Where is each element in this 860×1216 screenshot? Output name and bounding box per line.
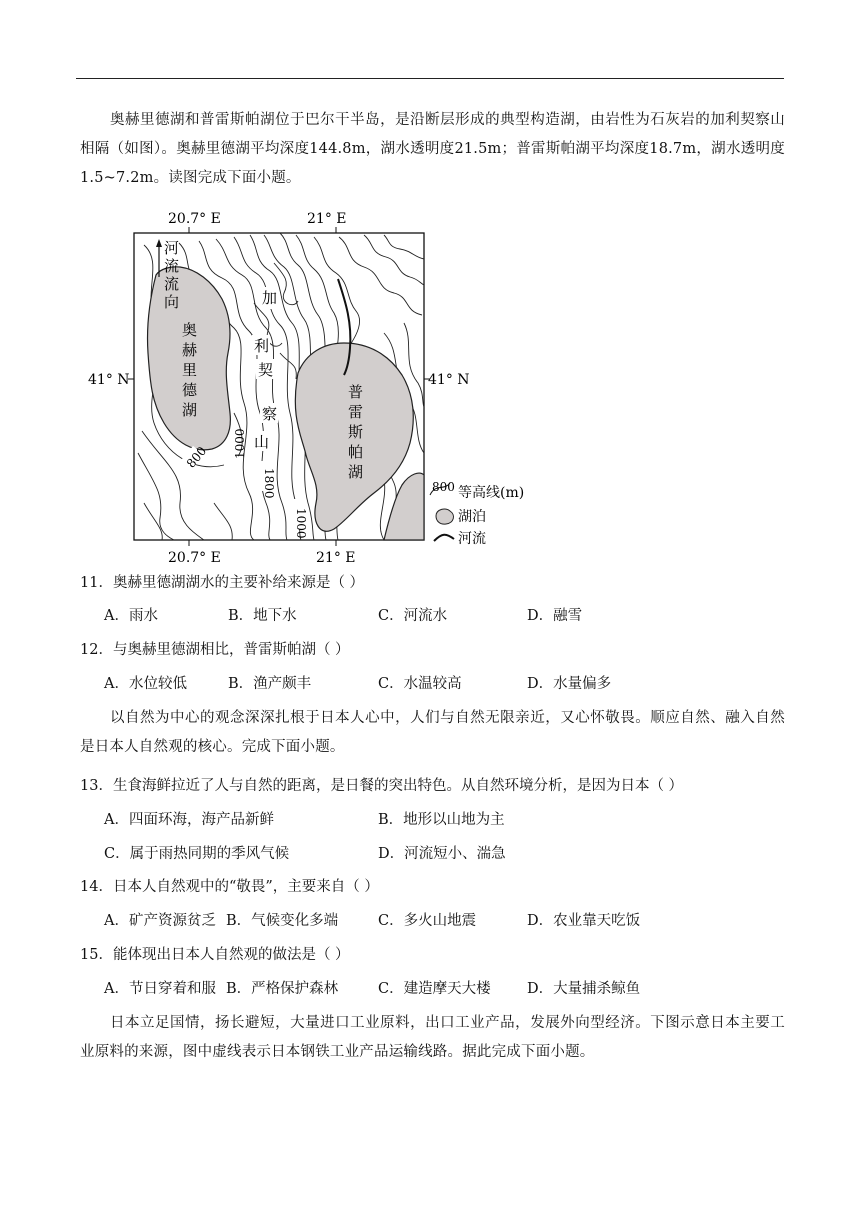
q11-option-c[interactable]: C．河流水 xyxy=(378,608,448,624)
intro-paragraph-japan-industry: 日本立足国情，扬长避短，大量进口工业原料，出口工业产品，发展外向型经济。下图示意日本主要工业原料的来源，图中虚线表示日本钢铁工业产品运输线路。据此完成下面小题。 xyxy=(80,1015,785,1060)
q12-option-b[interactable]: B．渔产颇丰 xyxy=(228,676,312,692)
legend-river-text: 河流 xyxy=(458,531,486,547)
q11-option-b[interactable]: B．地下水 xyxy=(228,608,297,624)
map-lon-top-right: 21° E xyxy=(307,211,347,227)
q12-option-c[interactable]: C．水温较高 xyxy=(378,676,462,692)
header-rule xyxy=(76,78,784,79)
q11-option-a[interactable]: A．雨水 xyxy=(104,608,158,624)
q13-option-c[interactable]: C．属于雨热同期的季风气候 xyxy=(104,846,290,862)
intro-paragraph-lakes: 奥赫里德湖和普雷斯帕湖位于巴尔干半岛，是沿断层形成的典型构造湖，由岩性为石灰岩的加利契察山相隔（如图）。奥赫里德湖平均深度144.8m，湖水透明度21.5m；普雷斯帕湖平均深度18.7m，湖水透明度1.5~7.2m。读图完成下面小题。 xyxy=(80,112,785,186)
legend-contour-value: 800 xyxy=(432,480,455,494)
q14-option-d[interactable]: D．农业靠天吃饭 xyxy=(527,913,641,929)
lake-map-figure xyxy=(84,203,524,568)
q14-option-c[interactable]: C．多火山地震 xyxy=(378,913,477,929)
q13-option-b[interactable]: B．地形以山地为主 xyxy=(378,812,505,828)
map-lake-prespa-label: 普雷斯帕湖 xyxy=(348,383,364,481)
q15-option-d[interactable]: D．大量捕杀鲸鱼 xyxy=(527,981,641,997)
map-legend xyxy=(430,480,524,547)
q12-option-a[interactable]: A．水位较低 xyxy=(104,676,187,692)
q11-option-d[interactable]: D．融雪 xyxy=(527,608,583,624)
q12-option-d[interactable]: D．水量偏多 xyxy=(527,676,612,692)
question-13-stem: 13．生食海鲜拉近了人与自然的距离，是日餐的突出特色。从自然环境分析，是因为日本（ ） xyxy=(80,778,684,794)
svg-text:利: 利 xyxy=(254,337,270,355)
contour-label-1000-left: 1000 xyxy=(233,428,247,459)
q14-option-a[interactable]: A．矿产资源贫乏 xyxy=(104,913,216,929)
legend-lake-swatch xyxy=(436,509,453,524)
question-12-stem: 12．与奥赫里德湖相比，普雷斯帕湖（ ） xyxy=(80,642,350,658)
legend-lake-text: 湖泊 xyxy=(458,509,486,525)
map-lon-bottom-left: 20.7° E xyxy=(168,550,221,566)
svg-text:加: 加 xyxy=(262,289,278,307)
map-lake-ohrid-label: 奥赫里德湖 xyxy=(182,321,198,419)
q15-option-c[interactable]: C．建造摩天大楼 xyxy=(378,981,491,997)
q13-option-d[interactable]: D．河流短小、湍急 xyxy=(378,846,506,862)
svg-text:山: 山 xyxy=(254,433,270,451)
q14-option-b[interactable]: B．气候变化多端 xyxy=(226,913,339,929)
q15-option-a[interactable]: A．节日穿着和服 xyxy=(104,981,216,997)
q13-option-a[interactable]: A．四面环海，海产品新鲜 xyxy=(104,812,274,828)
contour-label-800: 800 xyxy=(183,444,210,471)
map-lat-right: 41° N xyxy=(428,372,470,388)
map-lat-left: 41° N xyxy=(88,372,130,388)
question-14-stem: 14．日本人自然观中的“敬畏”，主要来自（ ） xyxy=(80,879,379,895)
map-lon-bottom-right: 21° E xyxy=(316,550,356,566)
contour-label-1000-right: 1000 xyxy=(294,508,308,539)
question-15-stem: 15．能体现出日本人自然观的做法是（ ） xyxy=(80,947,350,963)
question-11-stem: 11．奥赫里德湖湖水的主要补给来源是（ ） xyxy=(80,575,365,591)
q15-option-b[interactable]: B．严格保护森林 xyxy=(226,981,339,997)
contour-label-1800: 1800 xyxy=(262,468,276,499)
legend-contour-text: 等高线(m) xyxy=(458,485,524,501)
map-lon-top-left: 20.7° E xyxy=(168,211,221,227)
svg-text:契: 契 xyxy=(258,361,274,379)
svg-text:察: 察 xyxy=(262,405,278,423)
legend-river-line xyxy=(434,535,454,541)
intro-paragraph-japan-nature: 以自然为中心的观念深深扎根于日本人心中，人们与自然无限亲近，又心怀敬畏。顺应自然、融入自然是日本人自然观的核心。完成下面小题。 xyxy=(80,710,785,755)
map-flow-label: 河流流向 xyxy=(164,239,180,311)
